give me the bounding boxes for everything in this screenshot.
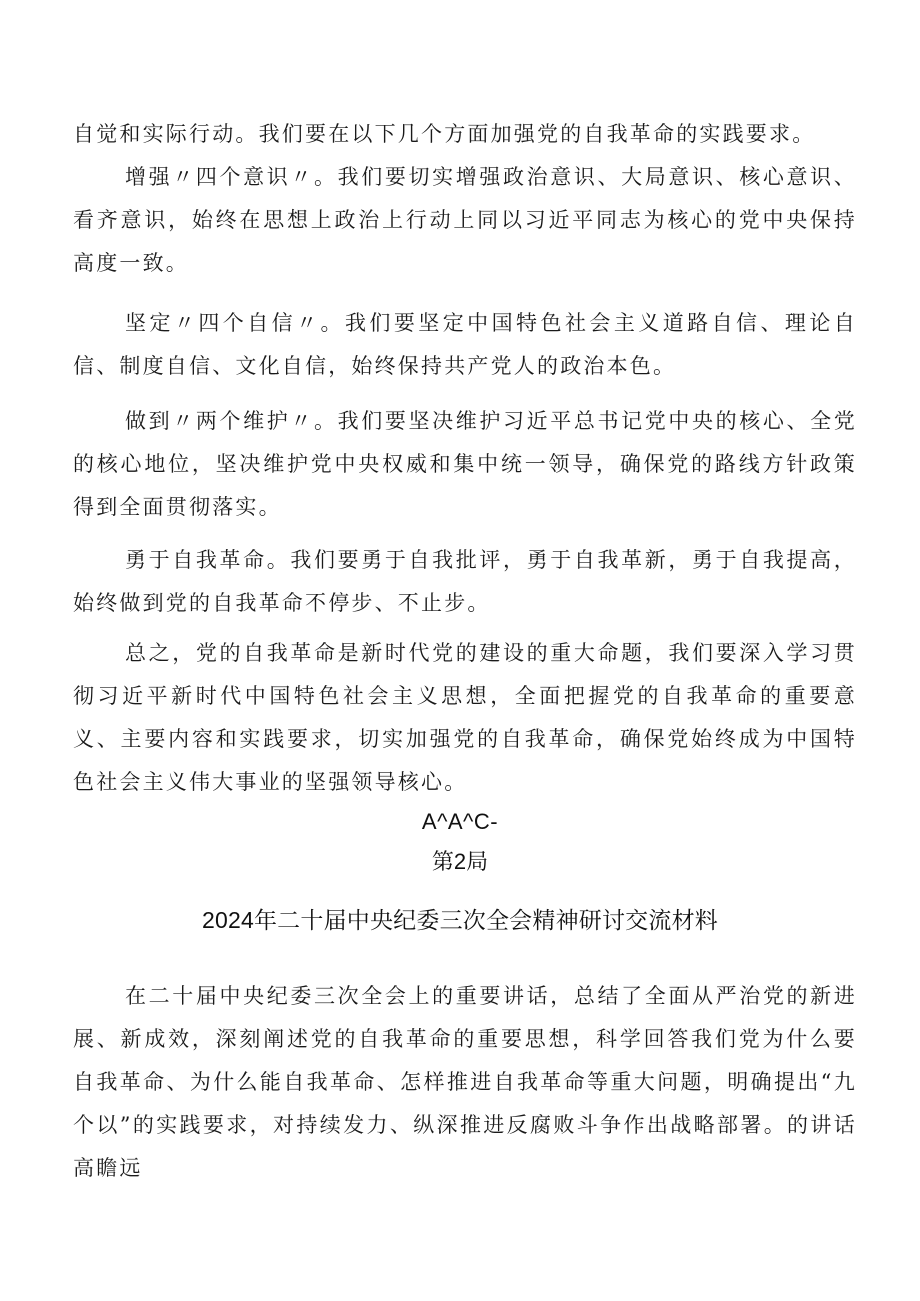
paragraph-conclusion: 总之，党的自我革命是新时代党的建设的重大命题，我们要深入学习贯彻习近平新时代中国特色社会主义思想，全面把握党的自我革命的重要意义、主要内容和实践要求，切实加强党的自我革命，确保党始终成为中国特色社会主义伟大事业的坚强领导核心。 xyxy=(73,641,857,794)
document-title: 2024年二十届中央纪委三次全会精神研讨交流材料 xyxy=(202,907,718,933)
paragraph-speech-summary: 在二十届中央纪委三次全会上的重要讲话，总结了全面从严治党的新进展、新成效，深刻阐述党的自我革命的重要思想，科学回答我们党为什么要自我革命、为什么能自我革命、怎样推进自我革命等重大问题，明确提出“九个以”的实践要求，对持续发力、纵深推进反腐败斗争作出战略部署。的讲话高瞻远 xyxy=(73,984,857,1180)
paragraph-two-safeguards: 做到〃两个维护〃。我们要坚决维护习近平总书记党中央的核心、全党的核心地位，坚决维护党中央权威和集中统一领导，确保党的路线方针政策得到全面贯彻落实。 xyxy=(73,409,857,519)
paragraph-four-consciousness: 增强〃四个意识〃。我们要切实增强政治意识、大局意识、核心意识、看齐意识，始终在思想上政治上行动上同以习近平同志为核心的党中央保持高度一致。 xyxy=(73,165,857,275)
section-label: 第2局 xyxy=(431,849,489,874)
paragraph-four-confidences: 坚定〃四个自信〃。我们要坚定中国特色社会主义道路自信、理论自信、制度自信、文化自信，始终保持共产党人的政治本色。 xyxy=(73,311,857,378)
paragraph-self-revolution: 勇于自我革命。我们要勇于自我批评，勇于自我革新，勇于自我提高，始终做到党的自我革命不停步、不止步。 xyxy=(73,548,857,615)
section-divider-text: A^A^C- xyxy=(421,809,499,834)
paragraph-intro-continuation: 自觉和实际行动。我们要在以下几个方面加强党的自我革命的实践要求。 xyxy=(73,122,816,146)
